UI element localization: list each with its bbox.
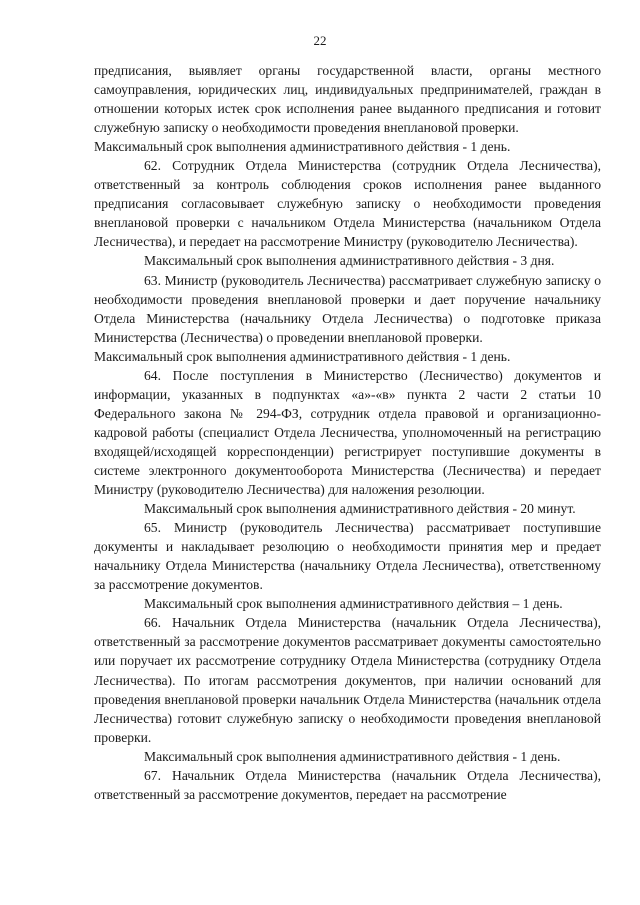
deadline-note: Максимальный срок выполнения административного действия - 3 дня. — [144, 253, 555, 269]
deadline-note: Максимальный срок выполнения административного действия - 1 день. — [94, 139, 511, 155]
paragraph-67: 67. Начальник Отдела Министерства (начальник Отдела Лесничества), ответственный за рассмотрение документов, передает на рассмотрение — [94, 767, 601, 802]
document-body — [94, 61, 601, 804]
paragraph-62: 62. Сотрудник Отдела Министерства (сотрудник Отдела Лесничества), ответственный за контроль соблюдения сроков исполнения ранее выданного предписания согласовывает служебную записку о необходимости проведения внеплановой проверки с начальником Отдела Министерства (начальником Отдела Лесничества), и передает на рассмотрение Министру (руководителю Лесничества). — [94, 158, 601, 250]
deadline-note: Максимальный срок выполнения административного действия – 1 день. — [144, 596, 563, 612]
deadline-note: Максимальный срок выполнения административного действия - 1 день. — [94, 348, 511, 364]
paragraph-61-continuation: предписания, выявляет органы государственной власти, органы местного самоуправления, юридических лиц, индивидуальных предпринимателей, граждан в отношении которых истек срок исполнения ранее выданного предписания и готовит служебную записку о необходимости проведения внеплановой проверки. — [94, 63, 601, 136]
paragraph-63: 63. Министр (руководитель Лесничества) рассматривает служебную записку о необходимости проведения внеплановой проверки и дает поручение начальнику Отдела Министерства (начальнику Отдела Лесничества) о подготовке приказа Министерства (Лесничества) о проведении внеплановой проверки. — [94, 272, 601, 345]
deadline-note: Максимальный срок выполнения административного действия - 1 день. — [144, 748, 561, 764]
paragraph-65: 65. Министр (руководитель Лесничества) рассматривает поступившие документы и накладывает резолюцию о необходимости принятия мер и предает начальнику Отдела Министерства (начальнику Отдела Лесничества), ответственному за рассмотрение документов. — [94, 520, 601, 593]
paragraph-64: 64. После поступления в Министерство (Лесничество) документов и информации, указанных в подпунктах «а»-«в» пункта 2 части 2 статьи 10 Федерального закона № 294-ФЗ, сотрудник отдела правовой и организационно-кадровой работы (специалист Отдела Лесничества, уполномоченный на регистрацию входящей/исходящей корреспонденции) регистрирует поступившие документы в системе электронного документооборота Министерства (Лесничества) и передает Министру (руководителю Лесничества) для наложения резолюции. — [94, 367, 601, 498]
page-number: 22 — [313, 33, 327, 48]
deadline-note: Максимальный срок выполнения административного действия - 20 минут. — [144, 501, 576, 517]
paragraph-66: 66. Начальник Отдела Министерства (начальник Отдела Лесничества), ответственный за рассмотрение документов рассматривает документы самостоятельно или поручает их рассмотрение сотруднику Отдела Министерства (сотруднику Отдела Лесничества). По итогам рассмотрения документов, при наличии оснований для проведения внеплановой проверки начальник Отдела Министерства (начальник отдела Лесничества) готовит служебную записку о необходимости проведения внеплановой проверки. — [94, 615, 601, 745]
